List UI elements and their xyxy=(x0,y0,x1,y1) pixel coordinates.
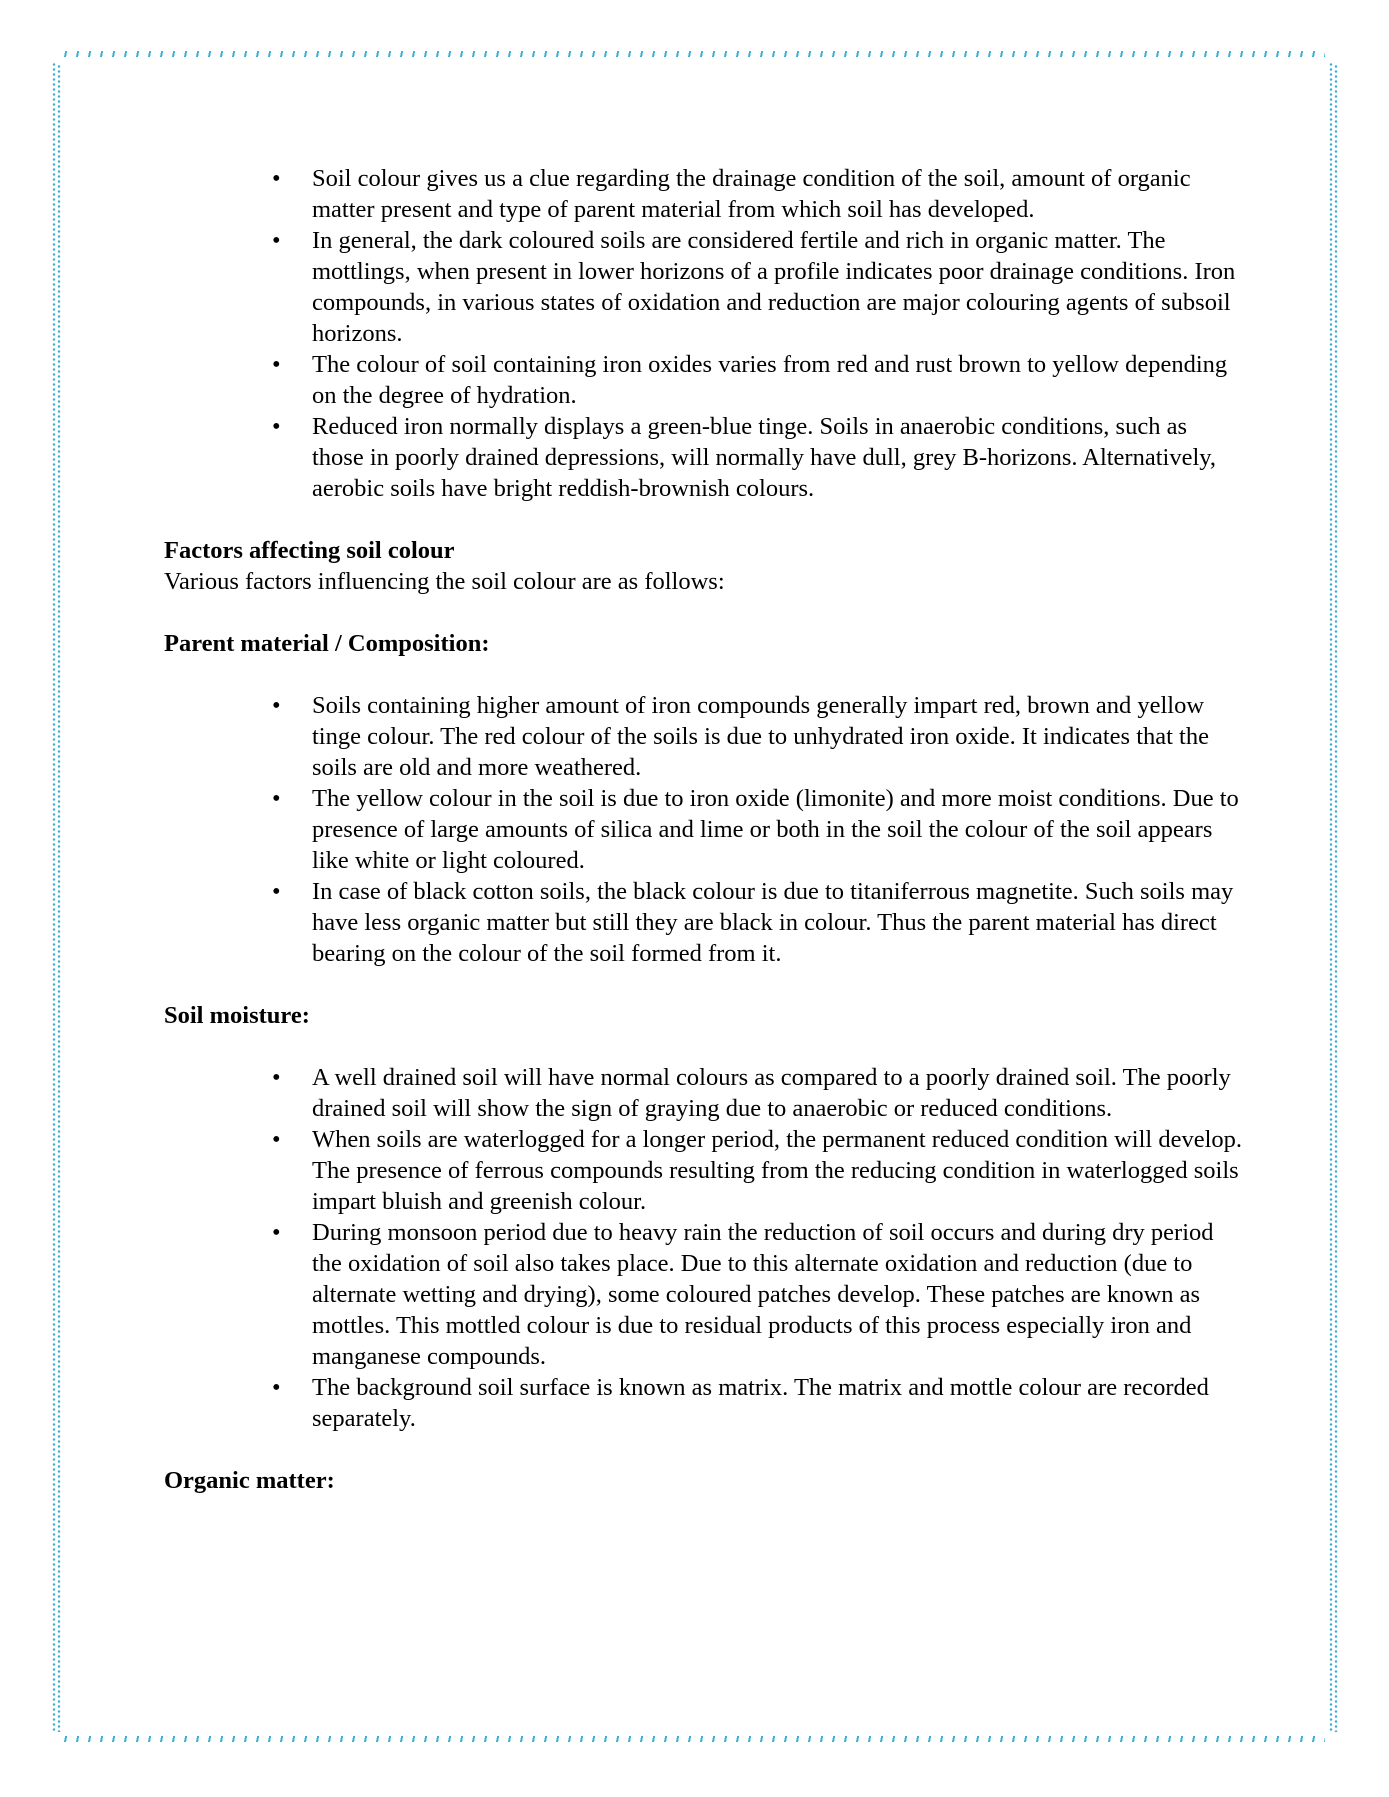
bullet-icon: • xyxy=(272,1126,281,1153)
bullet-icon: • xyxy=(272,692,281,719)
page-border-top xyxy=(60,50,1325,58)
list-item: • When soils are waterlogged for a longer period, the permanent reduced condition will develop. The presence of ferrous compounds resulting from the reducing condition in waterlogged soils impart bluish and greenish colour. xyxy=(272,1126,1242,1215)
soil-moisture-heading: Soil moisture: xyxy=(164,1002,310,1029)
page-border-left xyxy=(52,62,56,1732)
bullet-icon: • xyxy=(272,785,281,812)
list-item: • Soils containing higher amount of iron compounds generally impart red, brown and yellow tinge colour. The red colour of the soils is due to unhydrated iron oxide. It indicates that the soils are old and more weathered. xyxy=(272,692,1209,781)
factors-heading: Factors affecting soil colour xyxy=(164,537,455,564)
list-item: • Reduced iron normally displays a green-blue tinge. Soils in anaerobic conditions, such as those in poorly drained depressions, will normally have dull, grey B-horizons. Alternatively, aerobic soils have bright reddish-brownish colours. xyxy=(272,413,1217,502)
factors-intro: Various factors influencing the soil colour are as follows: xyxy=(164,568,725,595)
bullet-icon: • xyxy=(272,165,281,192)
organic-matter-heading: Organic matter: xyxy=(164,1467,335,1494)
parent-material-bullet-list xyxy=(164,690,1244,969)
parent-material-heading: Parent material / Composition: xyxy=(164,630,490,657)
bullet-icon: • xyxy=(272,1219,281,1246)
list-item: • In general, the dark coloured soils are considered fertile and rich in organic matter. The mottlings, when present in lower horizons of a profile indicates poor drainage conditions. Iron compounds, in various states of oxidation and reduction are major colouring agents of subsoil horizons. xyxy=(272,227,1236,347)
list-item: • In case of black cotton soils, the black colour is due to titaniferrous magnetite. Such soils may have less organic matter but still they are black in colour. Thus the parent material has direct bearing on the colour of the soil formed from it. xyxy=(272,878,1234,967)
list-item: • The background soil surface is known as matrix. The matrix and mottle colour are recorded separately. xyxy=(272,1374,1209,1432)
list-item: • The yellow colour in the soil is due to iron oxide (limonite) and more moist conditions. Due to presence of large amounts of silica and lime or both in the soil the colour of the soil appears like white or light coloured. xyxy=(272,785,1239,874)
bullet-icon: • xyxy=(272,413,281,440)
page-border-bottom xyxy=(60,1735,1325,1743)
document-body xyxy=(164,163,1244,1496)
bullet-icon: • xyxy=(272,1064,281,1091)
bullet-icon: • xyxy=(272,1374,281,1401)
page-border-left-inner xyxy=(57,64,61,1732)
list-item: • The colour of soil containing iron oxides varies from red and rust brown to yellow depending on the degree of hydration. xyxy=(272,351,1228,409)
list-item: • A well drained soil will have normal colours as compared to a poorly drained soil. The poorly drained soil will show the sign of graying due to anaerobic or reduced conditions. xyxy=(272,1064,1231,1122)
page-border-right-inner xyxy=(1334,64,1338,1732)
bullet-icon: • xyxy=(272,351,281,378)
soil-moisture-bullet-list xyxy=(164,1062,1244,1434)
page-border-right xyxy=(1329,62,1333,1732)
bullet-icon: • xyxy=(272,878,281,905)
intro-bullet-list xyxy=(164,163,1244,504)
list-item: • During monsoon period due to heavy rain the reduction of soil occurs and during dry period the oxidation of soil also takes place. Due to this alternate oxidation and reduction (due to alternate wetting and drying), some coloured patches develop. These patches are known as mottles. This mottled colour is due to residual products of this process especially iron and manganese compounds. xyxy=(272,1219,1214,1370)
bullet-icon: • xyxy=(272,227,281,254)
list-item: • Soil colour gives us a clue regarding the drainage condition of the soil, amount of organic matter present and type of parent material from which soil has developed. xyxy=(272,165,1191,223)
